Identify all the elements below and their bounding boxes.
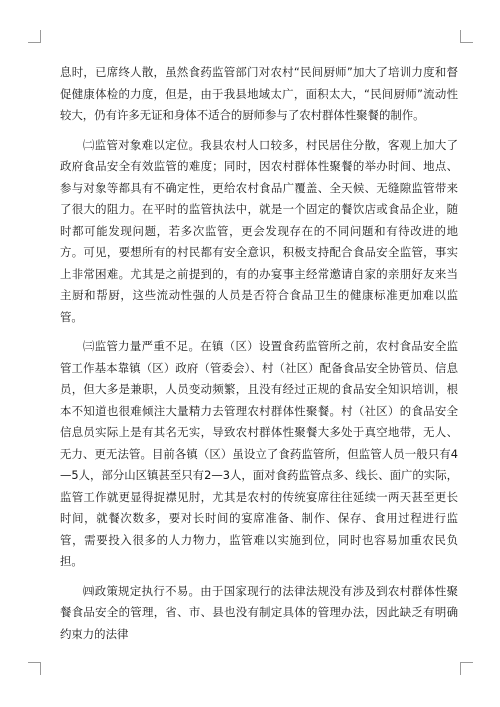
document-body bbox=[60, 62, 458, 645]
paragraph-gap bbox=[60, 573, 458, 581]
crop-mark-top-left bbox=[28, 30, 41, 43]
paragraph-gap bbox=[60, 328, 458, 336]
paragraph-supervision-target: ㈡监管对象难以定位。我县农村人口较多，村民居住分散，客观上加大了政府食品安全有效监管的难度；同时，因农村群体性聚餐的举办时间、地点、参与对象等都具有不确定性，更给农村食品广覆盖、全天候、无缝隙监管带来了很大的阻力。在平时的监管执法中，就是一个固定的餐饮店或食品企业，随时都可能发现问题，若多次监管，更会发现存在的不同问题和有待改进的地方。可见，要想所有的村民都有安全意识，积极支持配合食品安全监管，事实上非常困难。尤其是之前提到的，有的办宴事主经常邀请自家的亲朋好友来当主厨和帮厨，这些流动性强的人员是否符合食品卫生的健康标准更加难以监管。 bbox=[60, 137, 458, 324]
crop-mark-top-right bbox=[460, 30, 473, 43]
crop-mark-bottom-left bbox=[28, 662, 41, 675]
paragraph-gap bbox=[60, 127, 458, 135]
paragraph-continuation: 息时，已席终人散，虽然食药监管部门对农村“民间厨师”加大了培训力度和督促健康体检的力度，但是，由于我县地域太广，面积太大，“民间厨师”流动性较大，仍有许多无证和身体不适合的厨师参与了农村群体性聚餐的制作。 bbox=[60, 65, 458, 122]
paragraph-policy-execution: ㈣政策规定执行不易。由于国家现行的法律法规没有涉及到农村群体性聚餐食品安全的管理，省、市、县也没有制定具体的管理办法，因此缺乏有明确约束力的法律 bbox=[60, 583, 458, 641]
paragraph-supervision-force: ㈢监管力量严重不足。在镇（区）设置食药监管所之前，农村食品安全监管工作基本靠镇（区）政府（管委会）、村（社区）配备食品安全协管员、信息员，但大多是兼职，人员变动频繁，且没有经过正规的食品安全知识培训，根本不知道也很难倾注大量精力去管理农村群体性聚餐。村（社区）的食品安全信息员实际上是有其名无实，导致农村群体性聚餐大多处于真空地带，无人、无力、更无法管。目前各镇（区）虽设立了食药监管所，但监管人员一般只有4—5人，部分山区镇甚至只有2—3人，面对食药监管点多、线长、面广的实际，监管工作就更显得捉襟见肘，尤其是农村的传统宴席往往延续一两天甚至更长时间，就餐次数多，要对长时间的宴席准备、制作、保存、食用过程进行监管，需要投入很多的人力物力，监管难以实施到位，同时也容易加重农民负担。 bbox=[60, 339, 458, 568]
crop-mark-bottom-right bbox=[460, 662, 473, 675]
